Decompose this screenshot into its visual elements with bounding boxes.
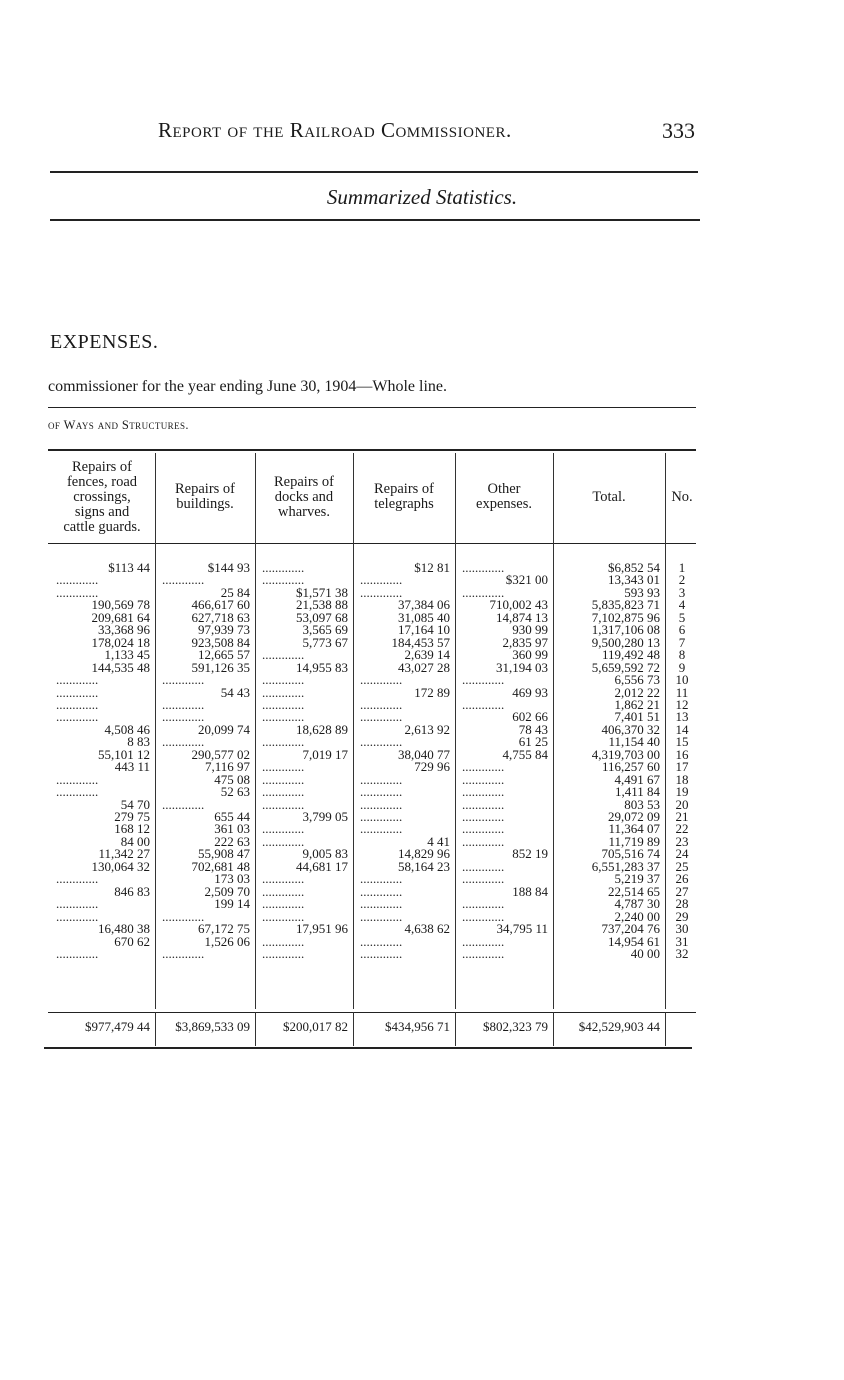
table-cell: 2,509 70 xyxy=(204,883,250,899)
leader-dots: ............. xyxy=(360,672,403,688)
table-cell: 11,342 27 xyxy=(98,846,150,862)
table-cell: 5,835,823 71 xyxy=(591,597,660,613)
row-number: 24 xyxy=(675,846,689,862)
table-cell: 3,565 69 xyxy=(302,622,348,638)
table-cell: 6,551,283 37 xyxy=(591,858,660,874)
table-cell: 55,101 12 xyxy=(98,746,150,762)
row-number: 15 xyxy=(675,734,689,750)
leader-dots: ............. xyxy=(262,734,305,750)
section-label: of Ways and Structures. xyxy=(48,418,189,432)
table-cell: $12 81 xyxy=(414,560,450,575)
table-cell: 67,172 75 xyxy=(198,921,250,937)
buildings-column-header: Repairs of buildings. xyxy=(175,481,235,512)
leader-dots: ............. xyxy=(56,696,99,712)
row-number: 16 xyxy=(675,746,689,762)
table-cell: 168 12 xyxy=(114,821,150,837)
table-cell: 13,343 01 xyxy=(608,572,660,588)
row-number: 31 xyxy=(675,933,689,949)
table-cell: 3,799 05 xyxy=(302,809,348,824)
leader-dots: ............. xyxy=(262,908,305,924)
leader-dots: ............. xyxy=(262,933,305,949)
leader-dots: ............. xyxy=(360,908,403,924)
leader-dots: ............. xyxy=(462,759,505,775)
table-cell: $144 93 xyxy=(207,560,250,575)
row-number: 29 xyxy=(675,908,689,924)
row-number: 11 xyxy=(675,684,689,700)
leader-dots: ............. xyxy=(56,672,99,688)
leader-dots: ............. xyxy=(462,858,505,874)
leader-dots: ............. xyxy=(162,672,205,688)
leader-dots: ............. xyxy=(360,771,403,787)
table-top-rule xyxy=(48,449,696,451)
row-number: 6 xyxy=(678,622,686,638)
row-number: 30 xyxy=(675,921,689,937)
subtitle: Summarized Statistics. xyxy=(326,185,518,209)
row-number: 8 xyxy=(678,647,686,663)
table-cell: 2,240 00 xyxy=(614,908,660,924)
leader-dots: ............. xyxy=(462,833,505,849)
leader-dots: ............. xyxy=(162,908,205,924)
leader-dots: ............. xyxy=(262,572,305,588)
row-number: 25 xyxy=(675,858,689,874)
leader-dots: ............. xyxy=(360,821,403,837)
table-cell: 475 08 xyxy=(214,771,250,787)
leader-dots: ............. xyxy=(360,734,403,750)
table-cell: 406,370 32 xyxy=(601,721,660,737)
table-cell: 5,219 37 xyxy=(614,871,660,887)
row-number: 20 xyxy=(675,796,689,812)
table-cell: 14,829 96 xyxy=(398,846,450,862)
table-cell: 846 83 xyxy=(114,883,150,899)
table-cell: 670 62 xyxy=(114,933,150,949)
total-cell: $802,323 79 xyxy=(483,1019,548,1034)
leader-dots: ............. xyxy=(462,871,505,887)
row-number: 13 xyxy=(675,709,689,725)
leader-dots: ............. xyxy=(462,945,505,961)
number-column-header: No. xyxy=(671,488,693,505)
row-number: 26 xyxy=(675,871,689,887)
leader-dots: ............. xyxy=(262,871,305,887)
leader-dots: ............. xyxy=(262,684,305,700)
leader-dots: ............. xyxy=(360,584,403,600)
row-number: 21 xyxy=(675,809,689,824)
table-cell: 14,955 83 xyxy=(296,659,348,675)
table-cell: 43,027 28 xyxy=(398,659,450,675)
table-cell: 97,939 73 xyxy=(198,622,250,638)
table-cell: 290,577 02 xyxy=(191,746,250,762)
table-cell: 930 99 xyxy=(512,622,548,638)
docks-column-header: Repairs of docks and wharves. xyxy=(274,473,334,520)
table-cell: $113 44 xyxy=(108,560,150,575)
leader-dots: ............. xyxy=(56,709,99,725)
row-number: 28 xyxy=(675,896,689,912)
table-cell: 14,954 61 xyxy=(608,933,660,949)
leader-dots: ............. xyxy=(162,945,205,961)
table-cell: 38,040 77 xyxy=(398,746,450,762)
table-cell: 2,012 22 xyxy=(614,684,660,700)
table-cell: 25 84 xyxy=(220,584,250,600)
table-cell: $1,571 38 xyxy=(296,584,348,600)
table-cell: 1,133 45 xyxy=(104,647,150,663)
totals-divider xyxy=(255,1012,256,1046)
table-cell: 222 63 xyxy=(214,833,250,849)
leader-dots: ............. xyxy=(262,896,305,912)
table-cell: 7,019 17 xyxy=(302,746,348,762)
leader-dots: ............. xyxy=(262,883,305,899)
table-cell: 803 53 xyxy=(624,796,660,812)
table-cell: 53,097 68 xyxy=(296,609,348,625)
totals-top-rule xyxy=(48,1012,696,1013)
leader-dots: ............. xyxy=(162,572,205,588)
table-cell: 4,755 84 xyxy=(502,746,548,762)
table-cell: 2,639 14 xyxy=(404,647,450,663)
leader-dots: ............. xyxy=(462,696,505,712)
leader-dots: ............. xyxy=(162,709,205,725)
row-number: 32 xyxy=(675,945,689,961)
fences-column-header: Repairs of fences, road crossings, signs and cattle guards. xyxy=(63,458,141,535)
table-cell: 466,617 60 xyxy=(191,597,250,613)
subtitle-rule xyxy=(50,219,700,221)
table-cell: 279 75 xyxy=(114,809,150,824)
leader-dots: ............. xyxy=(462,784,505,800)
row-number: 27 xyxy=(675,883,689,899)
table-cell: 78 43 xyxy=(518,721,548,737)
table-cell: 55,908 47 xyxy=(198,846,250,862)
table-cell: 7,102,875 96 xyxy=(591,609,660,625)
table-cell: 7,116 97 xyxy=(204,759,250,775)
table-cell: 4,319,703 00 xyxy=(591,746,660,762)
table-cell: 34,795 11 xyxy=(496,921,548,937)
table-cell: 737,204 76 xyxy=(601,921,660,937)
table-cell: 5,773 67 xyxy=(302,634,348,650)
table-cell: 119,492 48 xyxy=(601,647,660,663)
totals-divider xyxy=(553,1012,554,1046)
leader-dots: ............. xyxy=(360,896,403,912)
leader-dots: ............. xyxy=(56,908,99,924)
table-cell: 17,951 96 xyxy=(296,921,348,937)
leader-dots: ............. xyxy=(56,945,99,961)
table-cell: 705,516 74 xyxy=(601,846,660,862)
row-number: 9 xyxy=(678,659,686,675)
leader-dots: ............. xyxy=(262,560,305,575)
table-cell: 58,164 23 xyxy=(398,858,450,874)
leader-dots: ............. xyxy=(162,796,205,812)
total-cell: $42,529,903 44 xyxy=(578,1019,660,1034)
table-cell: 31,085 40 xyxy=(398,609,450,625)
table-cell: 54 70 xyxy=(120,796,150,812)
leader-dots: ............. xyxy=(462,896,505,912)
table-cell: 178,024 18 xyxy=(91,634,150,650)
table-cell: 199 14 xyxy=(214,896,250,912)
table-cell: 2,613 92 xyxy=(404,721,450,737)
table-cell: 1,317,106 08 xyxy=(591,622,660,638)
header-rule xyxy=(50,171,698,173)
table-cell: $321 00 xyxy=(505,572,548,588)
row-number: 22 xyxy=(675,821,689,837)
header-bottom-rule xyxy=(48,543,696,544)
leader-dots: ............. xyxy=(462,560,505,575)
row-number: 7 xyxy=(678,634,686,650)
table-cell: 9,500,280 13 xyxy=(591,634,660,650)
table-cell: 188 84 xyxy=(512,883,548,899)
total-cell: $3,869,533 09 xyxy=(175,1019,250,1034)
table-cell: 52 63 xyxy=(220,784,250,800)
row-number: 1 xyxy=(678,560,686,575)
table-cell: 591,126 35 xyxy=(191,659,250,675)
leader-dots: ............. xyxy=(360,796,403,812)
table-cell: 923,508 84 xyxy=(191,634,250,650)
table-cell: 209,681 64 xyxy=(91,609,150,625)
table-cell: 22,514 65 xyxy=(608,883,660,899)
table-cell: 8 83 xyxy=(127,734,150,750)
table-cell: 172 89 xyxy=(414,684,450,700)
period-rule xyxy=(48,407,696,408)
leader-dots: ............. xyxy=(262,696,305,712)
leader-dots: ............. xyxy=(56,784,99,800)
table-cell: 4 41 xyxy=(427,833,450,849)
leader-dots: ............. xyxy=(360,572,403,588)
row-number: 17 xyxy=(675,759,689,775)
table-cell: 4,508 46 xyxy=(104,721,150,737)
row-number: 14 xyxy=(675,721,689,737)
table-cell: 4,491 67 xyxy=(614,771,660,787)
row-number: 18 xyxy=(675,771,689,787)
row-number: 23 xyxy=(675,833,689,849)
row-number: 3 xyxy=(678,584,686,600)
leader-dots: ............. xyxy=(462,796,505,812)
table-cell: 602 66 xyxy=(512,709,548,725)
leader-dots: ............. xyxy=(360,871,403,887)
total-column-header: Total. xyxy=(592,488,626,505)
period-line: commissioner for the year ending June 30, 1904—Whole line. xyxy=(48,378,448,395)
table-cell: 84 00 xyxy=(120,833,150,849)
leader-dots: ............. xyxy=(262,784,305,800)
table-cell: 593 93 xyxy=(624,584,660,600)
running-head: Report of the Railroad Commissioner. xyxy=(158,118,512,142)
table-cell: 21,538 88 xyxy=(296,597,348,613)
totals-divider xyxy=(353,1012,354,1046)
leader-dots: ............. xyxy=(56,572,99,588)
table-cell: 360 99 xyxy=(512,647,548,663)
leader-dots: ............. xyxy=(462,809,505,824)
table-cell: 469 93 xyxy=(512,684,548,700)
table-cell: 9,005 83 xyxy=(302,846,348,862)
table-cell: 16,480 38 xyxy=(98,921,150,937)
table-cell: 173 03 xyxy=(214,871,250,887)
table-cell: 4,638 62 xyxy=(404,921,450,937)
table-cell: 184,453 57 xyxy=(391,634,450,650)
table-cell: 5,659,592 72 xyxy=(591,659,660,675)
leader-dots: ............. xyxy=(56,584,99,600)
table-cell: 7,401 51 xyxy=(614,709,660,725)
leader-dots: ............. xyxy=(462,933,505,949)
table-cell: 6,556 73 xyxy=(614,672,660,688)
table-cell: 11,154 40 xyxy=(608,734,660,750)
leader-dots: ............. xyxy=(262,821,305,837)
leader-dots: ............. xyxy=(360,784,403,800)
leader-dots: ............. xyxy=(360,696,403,712)
table-cell: 4,787 30 xyxy=(614,896,660,912)
telegraphs-column-header: Repairs of telegraphs xyxy=(374,481,434,512)
expenses-heading: EXPENSES. xyxy=(50,331,159,353)
table-cell: 144,535 48 xyxy=(91,659,150,675)
table-cell: 1,411 84 xyxy=(614,784,660,800)
table-cell: 116,257 60 xyxy=(601,759,660,775)
table-cell: 61 25 xyxy=(518,734,548,750)
row-number: 4 xyxy=(678,597,686,613)
table-cell: 17,164 10 xyxy=(398,622,450,638)
leader-dots: ............. xyxy=(360,933,403,949)
table-cell: 54 43 xyxy=(220,684,250,700)
table-cell: 130,064 32 xyxy=(91,858,150,874)
leader-dots: ............. xyxy=(262,647,305,663)
table-cell: 2,835 97 xyxy=(502,634,548,650)
table-cell: $6,852 54 xyxy=(608,560,660,575)
leader-dots: ............. xyxy=(262,771,305,787)
table-cell: 44,681 17 xyxy=(296,858,348,874)
leader-dots: ............. xyxy=(360,883,403,899)
totals-divider xyxy=(155,1012,156,1046)
table-cell: 29,072 09 xyxy=(608,809,660,824)
table-cell: 1,862 21 xyxy=(614,696,660,712)
table-cell: 729 96 xyxy=(414,759,450,775)
table-cell: 37,384 06 xyxy=(398,597,450,613)
table-cell: 20,099 74 xyxy=(198,721,250,737)
leader-dots: ............. xyxy=(462,821,505,837)
table-cell: 1,526 06 xyxy=(204,933,250,949)
leader-dots: ............. xyxy=(262,759,305,775)
table-cell: 11,364 07 xyxy=(608,821,660,837)
totals-divider xyxy=(665,1012,666,1046)
leader-dots: ............. xyxy=(56,896,99,912)
leader-dots: ............. xyxy=(360,709,403,725)
table-cell: 18,628 89 xyxy=(296,721,348,737)
leader-dots: ............. xyxy=(360,945,403,961)
leader-dots: ............. xyxy=(162,696,205,712)
table-cell: 655 44 xyxy=(214,809,250,824)
table-bottom-rule xyxy=(44,1047,692,1049)
other-column-header: Other expenses. xyxy=(476,481,532,512)
leader-dots: ............. xyxy=(262,833,305,849)
leader-dots: ............. xyxy=(162,734,205,750)
total-cell: $977,479 44 xyxy=(85,1019,150,1034)
leader-dots: ............. xyxy=(262,672,305,688)
leader-dots: ............. xyxy=(462,908,505,924)
table-cell: 710,002 43 xyxy=(489,597,548,613)
total-cell: $200,017 82 xyxy=(283,1019,348,1034)
leader-dots: ............. xyxy=(262,796,305,812)
leader-dots: ............. xyxy=(56,684,99,700)
totals-divider xyxy=(455,1012,456,1046)
leader-dots: ............. xyxy=(462,584,505,600)
leader-dots: ............. xyxy=(462,771,505,787)
row-number: 19 xyxy=(675,784,689,800)
leader-dots: ............. xyxy=(462,672,505,688)
leader-dots: ............. xyxy=(56,771,99,787)
total-cell: $434,956 71 xyxy=(385,1019,450,1034)
leader-dots: ............. xyxy=(360,809,403,824)
table-cell: 40 00 xyxy=(630,945,660,961)
table-cell: 33,368 96 xyxy=(98,622,150,638)
table-cell: 190,569 78 xyxy=(91,597,150,613)
row-number: 5 xyxy=(678,609,686,625)
page-number: 333 xyxy=(662,118,695,143)
row-number: 2 xyxy=(678,572,686,588)
table-cell: 702,681 48 xyxy=(191,858,250,874)
table-cell: 11,719 89 xyxy=(608,833,660,849)
table-cell: 627,718 63 xyxy=(191,609,250,625)
leader-dots: ............. xyxy=(56,871,99,887)
table-cell: 361 03 xyxy=(214,821,250,837)
table-cell: 12,665 57 xyxy=(198,647,250,663)
table-cell: 31,194 03 xyxy=(496,659,548,675)
row-number: 12 xyxy=(675,696,689,712)
table-cell: 443 11 xyxy=(114,759,150,775)
leader-dots: ............. xyxy=(262,709,305,725)
table-cell: 14,874 13 xyxy=(496,609,548,625)
row-number: 10 xyxy=(675,672,689,688)
leader-dots: ............. xyxy=(262,945,305,961)
table-cell: 852 19 xyxy=(512,846,548,862)
